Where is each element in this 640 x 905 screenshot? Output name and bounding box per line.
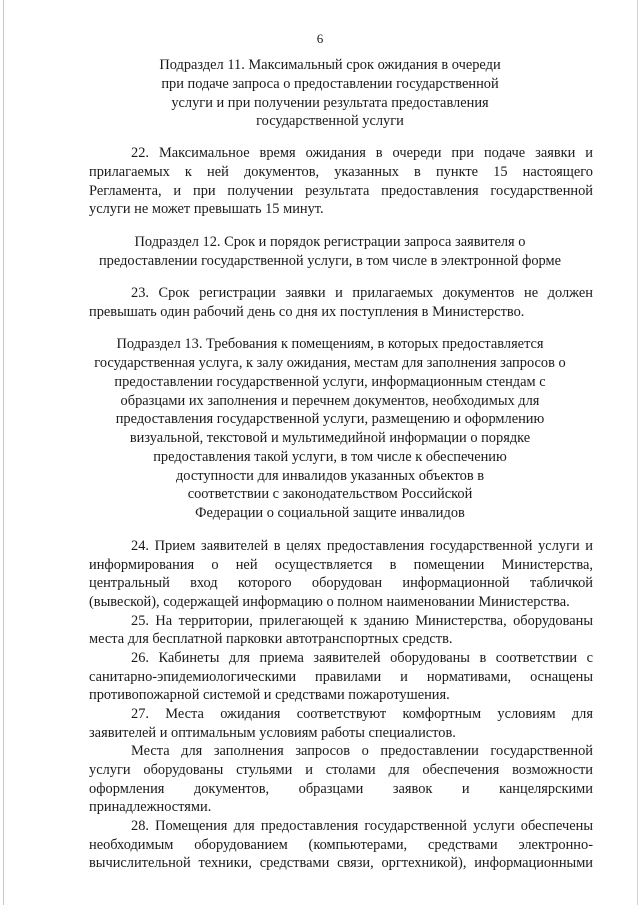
paragraph-24-line-2: информирования о ней осуществляется в помещении Министерства, (89, 557, 593, 573)
subsection-13-heading-line-9: соответствии с законодательством Российской (187, 486, 473, 502)
paragraph-24-line-3: центральный вход которого оборудован информационной табличкой (89, 575, 593, 591)
subsection-13-heading-line-10: Федерации о социальной защите инвалидов (195, 505, 465, 521)
paragraph-27-line-1: 27. Места ожидания соответствуют комфортным условиям для (131, 706, 593, 722)
subsection-11-heading-line-3: услуги и при получении результата предоставления (171, 95, 489, 111)
paragraph-26-line-1: 26. Кабинеты для приема заявителей оборудованы в соответствии с (131, 650, 593, 666)
paragraph-27b-line-2: услуги оборудованы стульями и столами для обеспечения возможности (89, 762, 593, 778)
paragraph-22-line-4: услуги не может превышать 15 минут. (89, 201, 324, 217)
subsection-13-heading-line-2: государственная услуга, к залу ожидания, местам для заполнения запросов о (94, 355, 566, 371)
scan-edge-right (637, 0, 638, 905)
subsection-13-heading-line-7: предоставления такой услуги, в том числе к обеспечению (153, 449, 507, 465)
paragraph-24-line-1: 24. Прием заявителей в целях предоставления государственной услуги и (131, 538, 593, 554)
paragraph-27b-line-3: оформления документов, образцами заявок и канцелярскими (89, 781, 593, 797)
paragraph-26-line-3: противопожарной системой и средствами пожаротушения. (89, 687, 450, 703)
paragraph-26-line-2: санитарно-эпидемиологическими правилами и нормативами, оснащены (89, 669, 593, 685)
paragraph-28-line-2: необходимым оборудованием (компьютерами, средствами электронно- (89, 837, 593, 853)
subsection-13-heading-line-1: Подраздел 13. Требования к помещениям, в которых предоставляется (116, 336, 544, 352)
paragraph-25-line-2: места для бесплатной парковки автотранспортных средств. (89, 631, 453, 647)
subsection-12-heading-line-1: Подраздел 12. Срок и порядок регистрации запроса заявителя о (134, 234, 526, 250)
paragraph-23-line-2: превышать один рабочий день со дня их поступления в Министерство. (89, 304, 525, 320)
paragraph-22-line-3: Регламента, и при получении результата предоставления государственной (89, 183, 593, 199)
subsection-11-heading-line-1: Подраздел 11. Максимальный срок ожидания в очереди (159, 57, 501, 73)
subsection-11-heading-line-4: государственной услуги (256, 113, 404, 129)
paragraph-28-line-1: 28. Помещения для предоставления государственной услуги обеспечены (131, 818, 593, 834)
paragraph-23-line-1: 23. Срок регистрации заявки и прилагаемых документов не должен (131, 285, 593, 301)
subsection-13-heading-line-8: доступности для инвалидов указанных объектов в (175, 468, 485, 484)
subsection-13-heading-line-4: образцами их заполнения и перечнем документов, необходимых для (120, 393, 540, 409)
paragraph-27-line-2: заявителей и оптимальным условиям работы специалистов. (89, 725, 456, 741)
paragraph-27b-line-1: Места для заполнения запросов о предоставлении государственной (131, 743, 593, 759)
paragraph-24-line-4: (вывеской), содержащей информацию о полном наименовании Министерства. (89, 594, 570, 610)
subsection-13-heading-line-5: предоставления государственной услуги, размещению и оформлению (115, 411, 545, 427)
page-number: 6 (316, 31, 324, 46)
paragraph-28-line-3: вычислительной техники, средствами связи, оргтехникой), информационными (89, 855, 593, 871)
subsection-13-heading-line-3: предоставлении государственной услуги, информационным стендам с (114, 374, 546, 390)
subsection-12-heading-line-2: предоставлении государственной услуги, в том числе в электронной форме (98, 253, 562, 269)
paragraph-22-line-1: 22. Максимальное время ожидания в очереди при подаче заявки и (131, 145, 593, 161)
subsection-13-heading-line-6: визуальной, текстовой и мультимедийной информации о порядке (129, 430, 531, 446)
paragraph-22-line-2: прилагаемых к ней документов, указанных в пункте 15 настоящего (89, 164, 593, 180)
subsection-11-heading-line-2: при подаче запроса о предоставлении государственной (161, 76, 499, 92)
paragraph-27b-line-4: принадлежностями. (89, 799, 212, 815)
scan-edge-left (3, 0, 4, 905)
paragraph-25-line-1: 25. На территории, прилегающей к зданию Министерства, оборудованы (131, 613, 593, 629)
